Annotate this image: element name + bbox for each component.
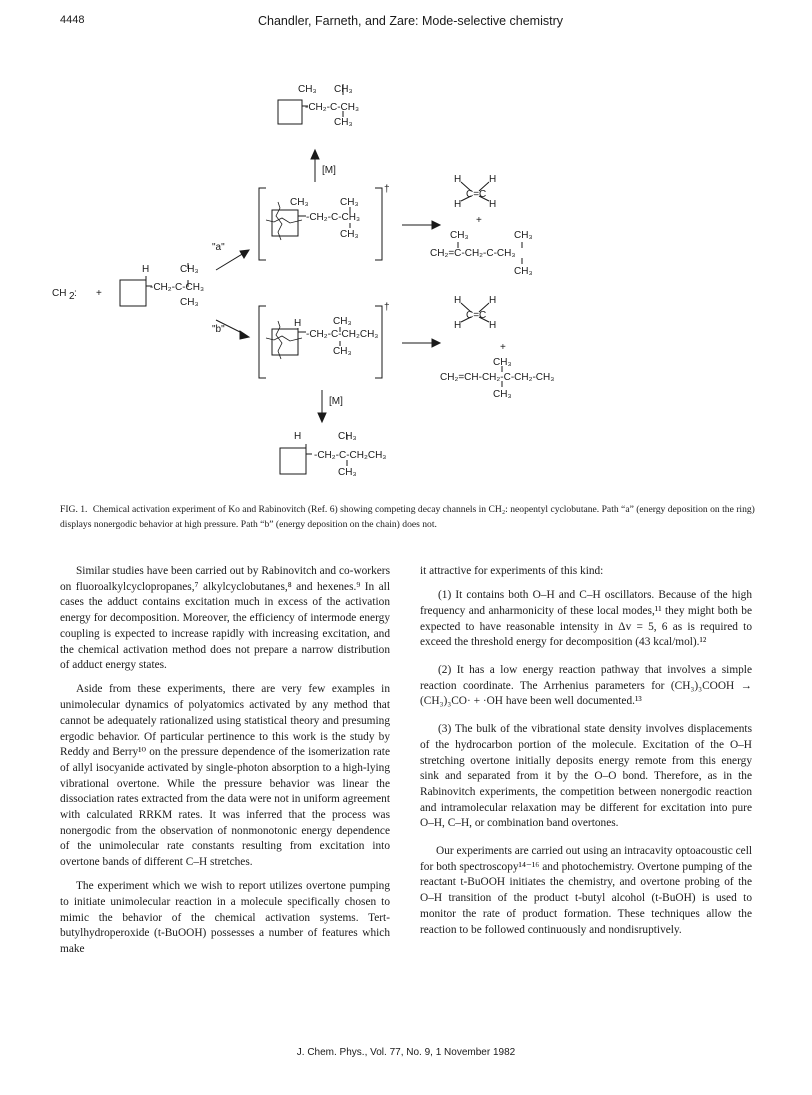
label-ch3: CH₃ [298,84,317,95]
label-h: H [454,295,462,306]
paragraph: it attractive for experiments of this kind: [420,565,604,577]
bracket-b-right [375,306,382,378]
page-number: 4448 [60,14,85,26]
bracket-a-right [375,188,382,260]
list-item: (1) It contains both O–H and C–H oscillators. Because of the high frequency and anharmonicity of these local modes,¹¹ they might both be expected to have reasonable intensity in Δv = 5, 6 as is required to exceed the threshold energy for decomposition (43 kcal/mol).¹² [420,589,752,649]
label-h: H [454,199,462,210]
label-ch3: CH₃ [514,266,533,277]
label-path-a: "a" [212,242,225,253]
list-item: (2) It has a low energy reaction pathway that involves a simple reaction coordinate. The Arrhenius parameters for (CH₃)₃COOH → (CH₃)₃CO· + ·OH have been well documented.¹³ [420,664,752,708]
label-product-a-chain: CH₂=C-CH₂-C-CH₃ [430,248,516,259]
label-ch3: CH₃ [450,230,469,241]
label-dagger: † [384,302,390,313]
right-column [420,564,752,947]
ring-b [272,329,298,355]
figure-caption [60,502,760,532]
label-ch3: CH₃ [493,357,512,368]
label-ch3: CH₃ [180,297,199,308]
label-reactant-carbene-dots: : [74,288,77,299]
label-h: H [489,199,497,210]
label-ch3: CH₃ [338,431,357,442]
label-h: H [489,295,497,306]
label-ch3: CH₃ [493,389,512,400]
paragraph: Our experiments are carried out using an intracavity optoacoustic cell for both spectroscopy¹⁴⁻¹⁶ and photochemistry. Overtone pumping of the reactant t-BuOOH initiates the chemistry, and overtone probing of the O–H transition of the product t-butyl alcohol (t-BuOH) is used to monitor the rate of product formation. These techniques allow the reaction to be followed continuously and nondisruptively. [420,845,752,936]
paragraph: Aside from these experiments, there are very few examples in unimolecular dynamics of polyatomics activated by any method that cannot be adequately rationalized using statistical theory and presuming ergodic behavior. Of particular pertinence to this work is the study by Reddy and Berry¹⁰ on the pressure dependence of the isomerization rate of allyl isocyanide activated by single-photon absorption to a high-lying vibrational overtone. While the pressure behavior was linear the dissociation rates extracted from the data were not in uniform agreement with calculated RRKM rates. It was inferred that the process was nonergodic from the observation of nonmonotonic energy dependence of the unimolecular rate constants resulting from excitation into overtone bands of different C–H stretches. [60,683,390,869]
bracket-a-left [259,188,266,260]
label-plus: + [476,215,482,226]
label-ch3: CH₃ [340,197,359,208]
label-chain: -CH₂-C-CH₂CH₃ [306,329,379,340]
label-ch3: CH₃ [333,346,352,357]
label-ch3: CH₃ [340,229,359,240]
label-ch3: CH₃ [334,84,353,95]
bottom-product-ring [280,448,306,474]
paragraph: Similar studies have been carried out by Rabinovitch and co-workers on fluoroalkylcyclopropanes,⁷ alkylcyclobutanes,⁸ and hexenes.⁹ In all cases the adduct contains excitation much in excess of the activation energy for decomposition. Moreover, the efficiency of intermode energy coupling is expected to increase rapidly with increasing excitation, and the chemical activation method does not prepare a narrow distribution of adduct energy states. [60,565,390,672]
label-chain: -CH₂-C-CH₃ [306,212,361,223]
label-plus: + [500,342,506,353]
label-h: H [489,320,497,331]
label-h: H [454,320,462,331]
paragraph: The experiment which we wish to report utilizes overtone pumping to initiate unimolecular reaction in a molecule specifically chosen to mimic the behavior of the chemical activation systems. Tert-butylhydroperoxide (t-BuOOH) possesses a number of features which make [60,880,390,956]
label-chain: -CH₂-C-CH₃ [305,102,360,113]
reactant-ring [120,280,146,306]
list-item: (3) The bulk of the vibrational state density involves displacements of the hydrocarbon portion of the molecule. Excitation of the O–H stretching overtone initially deposits energy remote from this energy sink and separated from it by the O–O bond. Therefore, as in the Rabinovitch experiments, the competition between nonergodic reaction and intramolecular relaxation may be different for excitation into pure O–H, C–H, or combination band overtones. [420,723,752,830]
reaction-scheme-svg [50,70,770,490]
label-product-b-chain: CH₂=CH-CH₂-C-CH₂-CH₃ [440,372,555,383]
caption-label: FIG. 1. [60,504,88,515]
bracket-b-left [259,306,266,378]
label-collision-partner: [M] [322,165,336,176]
label-reactant-carbene-sub: 2 [69,291,75,302]
label-ch3: CH₃ [290,197,309,208]
label-ch3: CH₃ [338,467,357,478]
label-collision-partner: [M] [329,396,343,407]
label-ch3: CH₃ [514,230,533,241]
top-product-ring [278,100,302,124]
label-ch3: CH₃ [333,316,352,327]
label-plus: + [96,288,102,299]
label-ch3: CH₃ [180,264,199,275]
journal-citation: J. Chem. Phys., Vol. 77, No. 9, 1 November 1982 [296,1047,516,1058]
label-h: H [454,174,462,185]
label-cc: C=C [466,310,487,321]
left-column [60,564,390,966]
label-h: H [294,431,302,442]
reaction-scheme-figure [50,70,770,490]
running-head: Chandler, Farneth, and Zare: Mode-selective chemistry [258,14,563,28]
label-ch3: CH₃ [334,117,353,128]
label-reactant-carbene: CH [52,288,67,299]
label-chain: -CH₂-C-CH₃ [150,282,205,293]
label-chain: -CH₂-C-CH₂CH₃ [314,450,387,461]
label-cc: C=C [466,189,487,200]
label-h: H [142,264,150,275]
caption-text: Chemical activation experiment of Ko and Rabinovitch (Ref. 6) showing competing decay channels in CH₂: neopentyl cyclobutane. Path “a” (energy deposition on the ring) displays nonergodic behavior at high pressure. Path “b” (energy deposition on the chain) does not. [60,504,755,530]
label-dagger: † [384,184,390,195]
label-path-b: "b" [212,324,225,335]
label-h: H [489,174,497,185]
ring-a [272,210,298,236]
label-h: H [294,318,302,329]
